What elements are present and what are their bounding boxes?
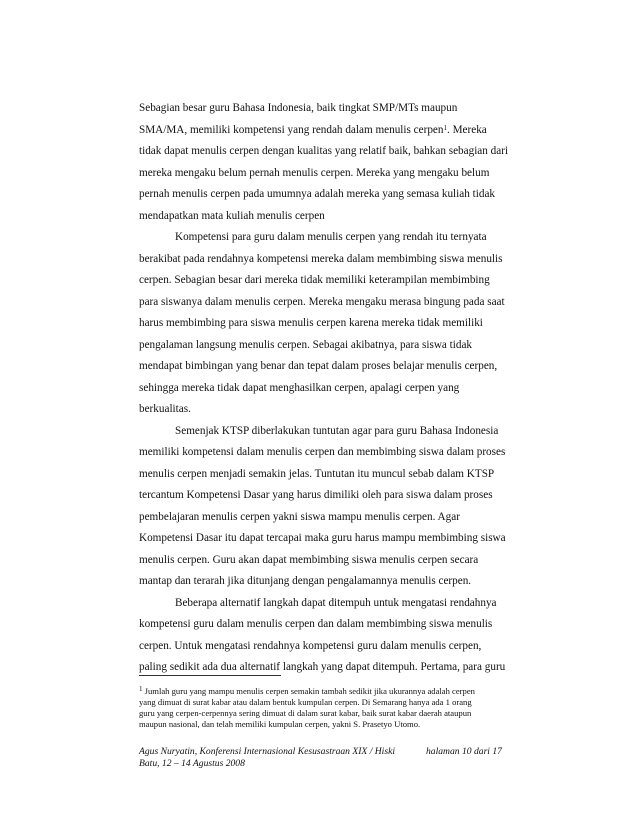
footnote-reference: 1	[443, 124, 447, 132]
body-line: para siswanya dalam menulis cerpen. Mereka mengaku merasa bingung pada saat	[139, 296, 505, 308]
footnote-line: yang dimuat di surat kabar atau dalam bentuk kumpulan cerpen. Di Semarang hanya ada 1 orang	[139, 697, 472, 707]
body-line: kompetensi guru dalam menulis cerpen dan dalam membimbing siswa menulis	[139, 618, 493, 630]
body-line: menulis cerpen menjadi semakin jelas. Tuntutan itu muncul sebab dalam KTSP	[139, 468, 495, 480]
body-line: menulis cerpen. Guru akan dapat membimbing siswa menulis cerpen secara	[139, 554, 479, 566]
body-line: mendapatkan mata kuliah menulis cerpen	[139, 210, 325, 222]
body-line: Kompetensi Dasar itu dapat tercapai maka guru harus mampu membimbing siswa	[139, 532, 506, 544]
body-line: tidak dapat menulis cerpen dengan kualitas yang relatif baik, bahkan sebagian dari	[139, 145, 509, 157]
body-line	[139, 123, 487, 137]
body-line: pengalaman langsung menulis cerpen. Sebagai akibatnya, para siswa tidak	[139, 339, 473, 351]
body-line: pernah menulis cerpen pada umumnya adalah mereka yang semasa kuliah tidak	[139, 188, 496, 200]
footer-page-number: halaman 10 dari 17	[426, 746, 502, 757]
body-line: memiliki kompetensi dalam menulis cerpen dan membimbing siswa dalam proses	[139, 446, 506, 458]
body-line: mereka mengaku belum pernah menulis cerpen. Mereka yang mengaku belum	[139, 167, 490, 179]
body-line: mantap dan terarah jika ditunjang dengan pengalamannya menulis cerpen.	[139, 575, 472, 587]
footnote-line: maupun nasional, dan telah memiliki kumpulan cerpen, yakni S. Prasetyo Utomo.	[139, 719, 421, 729]
body-line: berkualitas.	[139, 403, 191, 415]
body-line: Kompetensi para guru dalam menulis cerpen yang rendah itu ternyata	[175, 231, 487, 243]
body-line: cerpen. Sebagian besar dari mereka tidak memiliki keterampilan membimbing	[139, 274, 490, 286]
body-line: pembelajaran menulis cerpen yakni siswa mampu menulis cerpen. Agar	[139, 511, 460, 523]
body-line: sehingga mereka tidak dapat menghasilkan cerpen, apalagi cerpen yang	[139, 382, 460, 394]
body-line: cerpen. Untuk mengatasi rendahnya kompetensi guru dalam menulis cerpen,	[139, 640, 482, 652]
footnote-line	[139, 686, 475, 697]
footnote-divider	[139, 675, 281, 676]
footnote-text: Jumlah guru yang mampu menulis cerpen semakin tambah sedikit jika ukurannya adalah cerpen	[142, 686, 475, 696]
body-line: Beberapa alternatif langkah dapat ditempuh untuk mengatasi rendahnya	[175, 597, 497, 609]
body-line: harus membimbing para siswa menulis cerpen karena mereka tidak memiliki	[139, 317, 483, 329]
body-line: Semenjak KTSP diberlakukan tuntutan agar para guru Bahasa Indonesia	[175, 425, 499, 437]
body-line: tercantum Kompetensi Dasar yang harus dimiliki oleh para siswa dalam proses	[139, 489, 493, 501]
footnote-line: guru yang cerpen-cerpennya sering dimuat di dalam surat kabar, baik surat kabar daerah ataupun	[139, 708, 472, 718]
body-line: berakibat pada rendahnya kompetensi mereka dalam membimbing siswa menulis	[139, 253, 503, 265]
body-line-text: SMA/MA, memiliki kompetensi yang rendah dalam menulis cerpen	[139, 124, 444, 136]
body-line-tail: . Mereka	[447, 124, 487, 136]
body-line: paling sedikit ada dua alternatif langkah yang dapat ditempuh. Pertama, para guru	[139, 661, 506, 673]
footer-place-date: Batu, 12 – 14 Agustus 2008	[139, 758, 245, 769]
body-line: mendapat bimbingan yang benar dan tepat dalam proses belajar menulis cerpen,	[139, 360, 498, 372]
footnote-marker: 1	[139, 685, 143, 693]
footer-conference: Agus Nuryatin, Konferensi Internasional Kesusastraan XIX / Hiski	[139, 746, 396, 757]
body-line: Sebagian besar guru Bahasa Indonesia, baik tingkat SMP/MTs maupun	[139, 102, 458, 114]
